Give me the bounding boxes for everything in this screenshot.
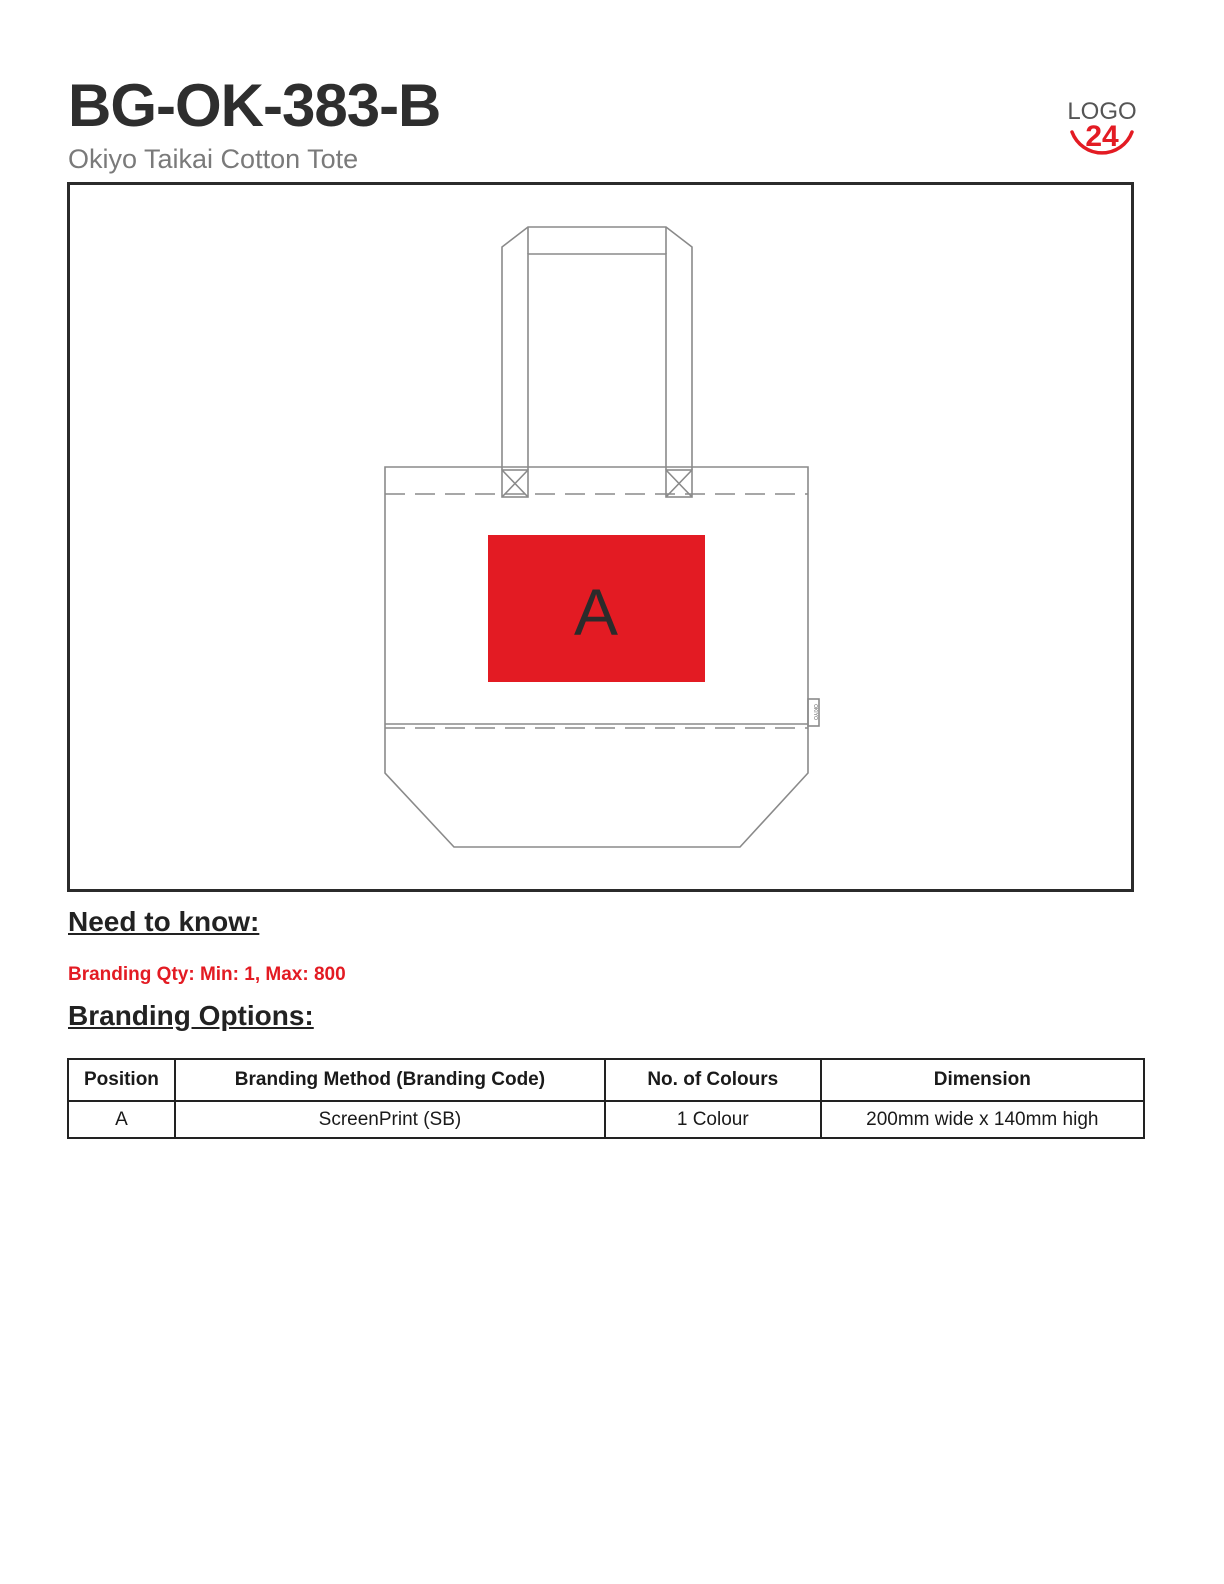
logo-top-text: LOGO <box>1067 98 1137 125</box>
bag-handle-inner <box>528 254 666 470</box>
logo-number-text: 24 <box>1085 120 1119 153</box>
dimension-cell: 200mm wide x 140mm high <box>821 1101 1144 1138</box>
branding-options-heading: Branding Options: <box>68 1000 314 1031</box>
column-header: Dimension <box>821 1059 1144 1101</box>
handle-inner-top-edge <box>528 227 666 254</box>
product-diagram-frame <box>67 182 1134 892</box>
column-header: Branding Method (Branding Code) <box>175 1059 605 1101</box>
position-cell: A <box>68 1101 175 1138</box>
bag-handle <box>502 227 692 470</box>
branding-qty-note: Branding Qty: Min: 1, Max: 800 <box>68 964 346 985</box>
branding-options-table <box>67 1058 1145 1139</box>
logo24-logo <box>1062 86 1142 166</box>
colours-cell: 1 Colour <box>605 1101 821 1138</box>
table-row <box>68 1101 1144 1138</box>
product-code: BG-OK-383-B <box>68 72 441 139</box>
column-header: No. of Colours <box>605 1059 821 1101</box>
need-to-know-heading: Need to know: <box>68 906 260 937</box>
print-area-label: A <box>573 575 619 649</box>
method-cell: ScreenPrint (SB) <box>175 1101 605 1138</box>
column-header: Position <box>68 1059 175 1101</box>
product-name: Okiyo Taikai Cotton Tote <box>68 144 359 174</box>
table-header-row <box>68 1059 1144 1101</box>
tote-bag-diagram <box>70 185 1131 889</box>
side-tag-text: OKIYO <box>812 704 818 720</box>
